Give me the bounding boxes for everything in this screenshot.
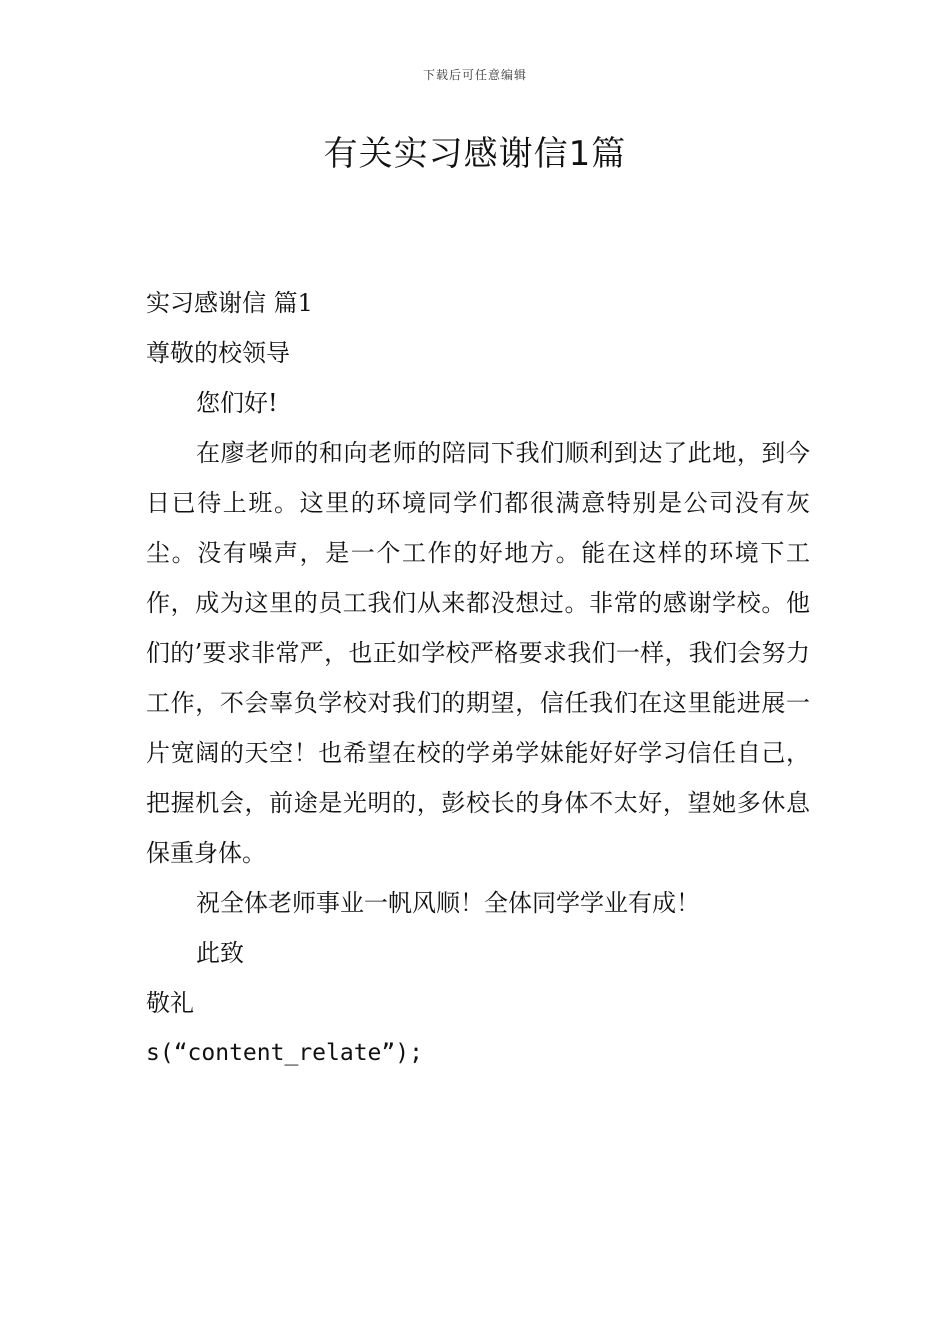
wishes-line: 祝全体老师事业一帆风顺！全体同学学业有成！	[196, 889, 700, 917]
salutation: 尊敬的校领导	[146, 339, 290, 367]
main-paragraph: 在廖老师的和向老师的陪同下我们顺利到达了此地，到今日已待上班。这里的环境同学们都很满意特别是公司没有灰尘。没有噪声，是一个工作的好地方。能在这样的环境下工作，成为这里的员工我们从来都没想过。非常的感谢学校。他们的’要求非常严，也正如学校严格要求我们一样，我们会努力工作，不会辜负学校对我们的期望，信任我们在这里能进展一片宽阔的天空！也希望在校的学弟学妹能好好学习信任自己，把握机会，前途是光明的，彭校长的身体不太好，望她多休息保重身体。	[146, 439, 810, 867]
closing-line-2: 敬礼	[146, 989, 194, 1017]
page-header-note: 下载后可任意编辑	[422, 68, 527, 82]
code-line: s(“content_relate”);	[146, 1040, 423, 1066]
section-heading: 实习感谢信 篇1	[146, 289, 313, 317]
document-title: 有关实习感谢信1篇	[323, 134, 627, 174]
closing-line-1: 此致	[196, 939, 244, 967]
document-body	[146, 278, 810, 1078]
greeting: 您们好!	[196, 389, 278, 417]
